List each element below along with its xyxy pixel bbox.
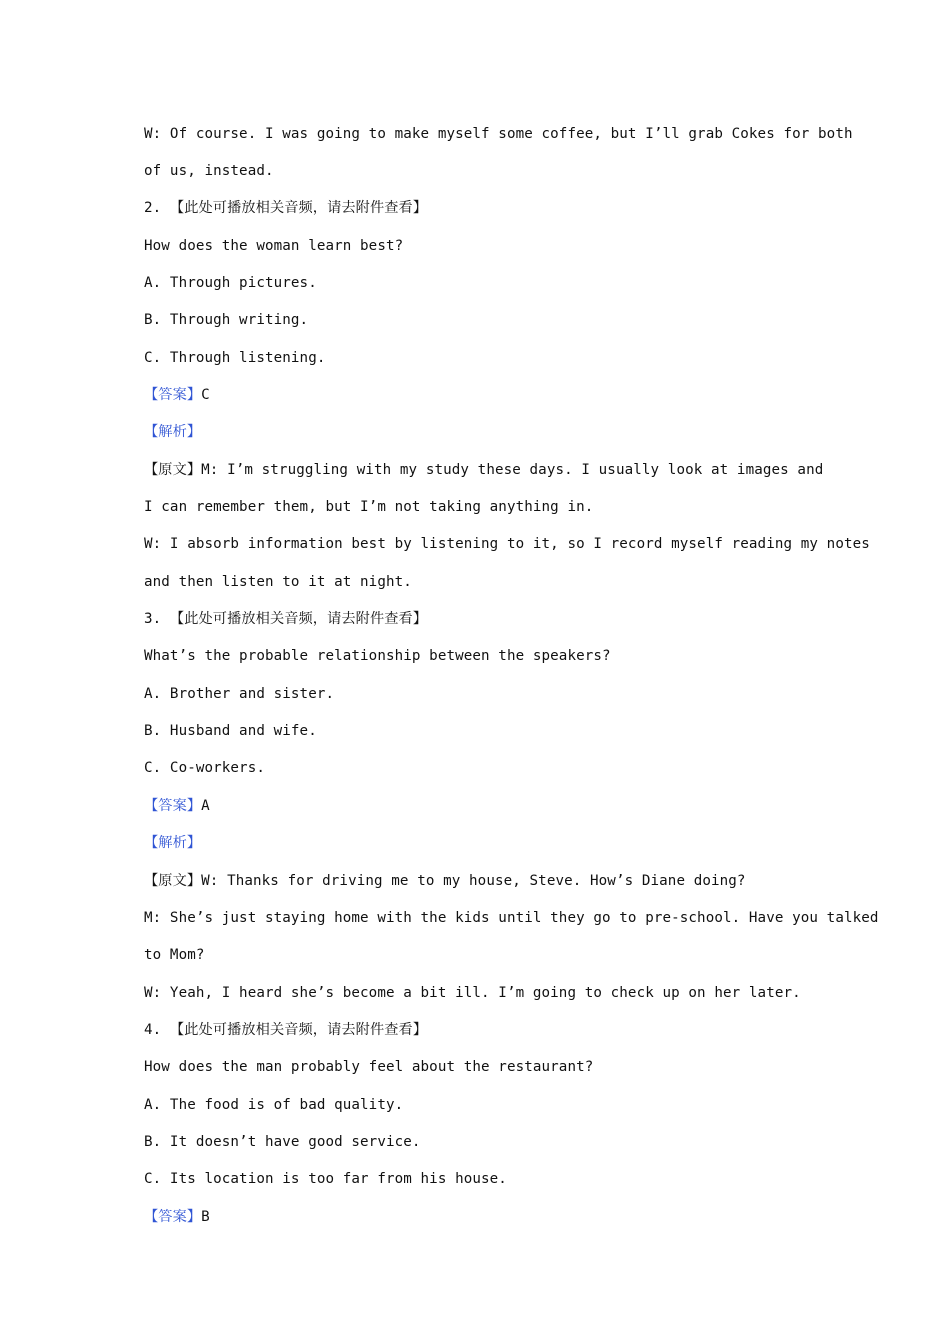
dialogue-line: I can remember them, but I’m not taking anything in. [144, 499, 594, 515]
answer-value: B [201, 1209, 210, 1225]
transcript-line [144, 460, 824, 480]
option-c: C. Its location is too far from his house. [144, 1171, 507, 1187]
question-audio-note: 2. 【此处可播放相关音频，请去附件查看】 [144, 200, 428, 216]
transcript-label: 【原文】 [144, 873, 202, 889]
transcript-line [144, 871, 746, 891]
option-a: A. Brother and sister. [144, 686, 335, 702]
dialogue-line: W: Of course. I was going to make myself some coffee, but I’ll grab Cokes for both [144, 126, 853, 142]
option-b: B. Husband and wife. [144, 723, 317, 739]
answer-line [144, 796, 210, 816]
dialogue-line: W: I absorb information best by listening to it, so I record myself reading my notes [144, 536, 870, 552]
transcript-label: 【原文】 [144, 462, 202, 478]
dialogue-line: W: Yeah, I heard she’s become a bit ill. I’m going to check up on her later. [144, 985, 801, 1001]
option-b: B. Through writing. [144, 312, 309, 328]
answer-value: C [201, 387, 210, 403]
option-a: A. Through pictures. [144, 275, 317, 291]
dialogue-line: M: She’s just staying home with the kids until they go to pre-school. Have you talked [144, 910, 879, 926]
answer-line [144, 385, 210, 405]
analysis-line [144, 833, 201, 853]
question-text: What’s the probable relationship between the speakers? [144, 648, 611, 664]
analysis-label: 【解析】 [144, 835, 202, 851]
answer-line [144, 1207, 210, 1227]
answer-value: A [201, 798, 210, 814]
option-a: A. The food is of bad quality. [144, 1097, 404, 1113]
question-audio-note: 3. 【此处可播放相关音频，请去附件查看】 [144, 611, 428, 627]
dialogue-line: to Mom? [144, 947, 205, 963]
transcript-text: W: Thanks for driving me to my house, Steve. How’s Diane doing? [201, 873, 746, 889]
question-audio-note: 4. 【此处可播放相关音频，请去附件查看】 [144, 1022, 428, 1038]
transcript-text: M: I’m struggling with my study these days. I usually look at images and [201, 462, 824, 478]
analysis-line [144, 422, 201, 442]
option-c: C. Co-workers. [144, 760, 265, 776]
answer-label: 【答案】 [144, 1209, 202, 1225]
option-c: C. Through listening. [144, 350, 326, 366]
question-text: How does the man probably feel about the restaurant? [144, 1059, 594, 1075]
option-b: B. It doesn’t have good service. [144, 1134, 421, 1150]
answer-label: 【答案】 [144, 387, 202, 403]
dialogue-line: and then listen to it at night. [144, 574, 412, 590]
question-text: How does the woman learn best? [144, 238, 404, 254]
analysis-label: 【解析】 [144, 424, 202, 440]
answer-label: 【答案】 [144, 798, 202, 814]
dialogue-line: of us, instead. [144, 163, 274, 179]
